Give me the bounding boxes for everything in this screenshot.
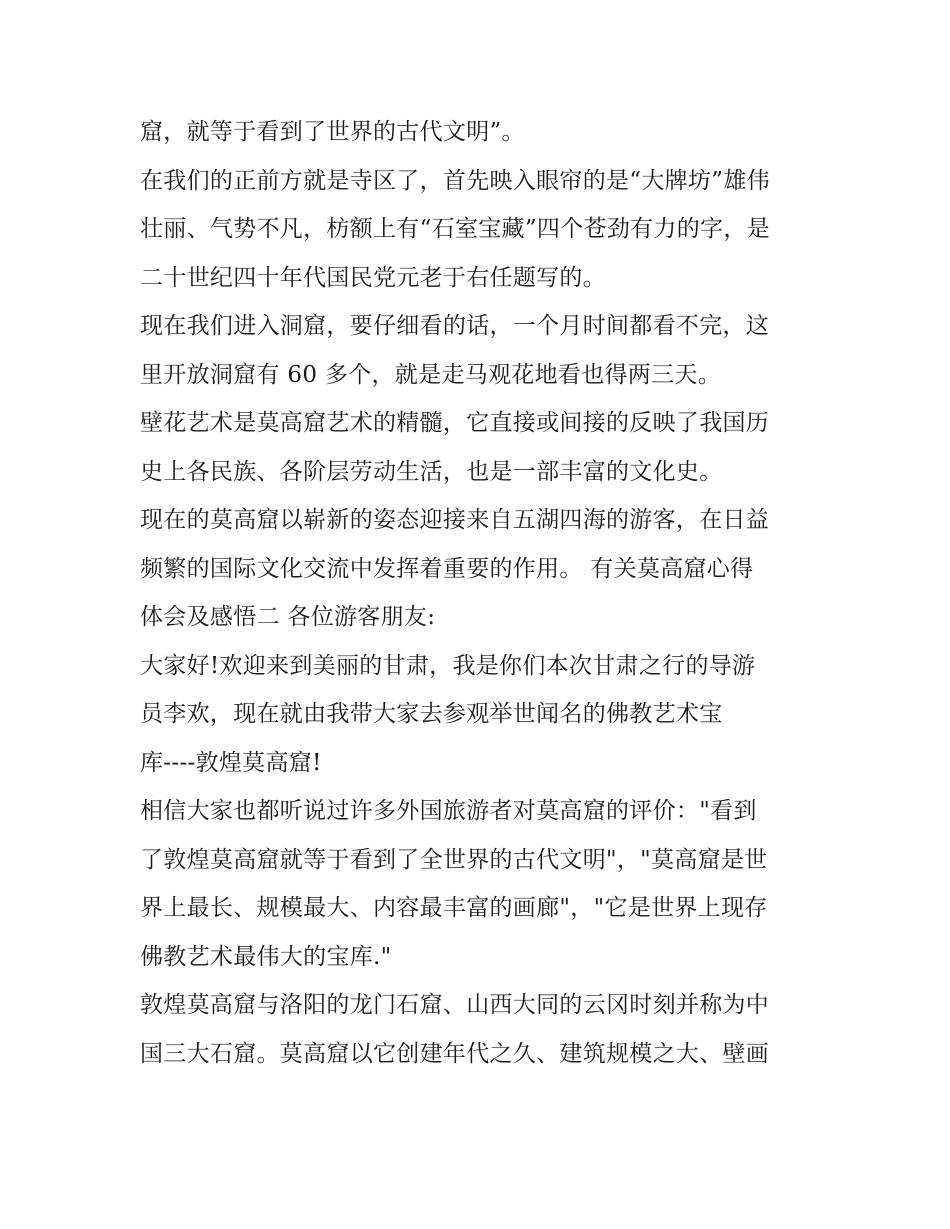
text-line: 了敦煌莫高窟就等于看到了全世界的古代文明"，"莫高窟是世 bbox=[140, 846, 768, 873]
text-line: 里开放洞窟有 60 多个，就是走马观花地看也得两三天。 bbox=[140, 361, 721, 388]
text-line: 界上最长、规模最大、内容最丰富的画廊"，"它是世界上现存 bbox=[140, 895, 768, 921]
text-line: 员李欢，现在就由我带大家去参观举世闻名的佛教艺术宝 bbox=[140, 701, 723, 727]
text-line: 史上各民族、各阶层劳动生活，也是一部丰富的文化史。 bbox=[140, 458, 723, 485]
text-line: 敦煌莫高窟与洛阳的龙门石窟、山西大同的云冈时刻并称为中 bbox=[140, 992, 770, 1018]
text-line: 在我们的正前方就是寺区了，首先映入眼帘的是“大牌坊”雄伟 bbox=[140, 167, 770, 194]
text-line: 大家好!欢迎来到美丽的甘肃，我是你们本次甘肃之行的导游 bbox=[140, 652, 756, 679]
text-line: 国三大石窟。莫高窟以它创建年代之久、建筑规模之大、壁画 bbox=[140, 1040, 770, 1067]
text-line: 频繁的国际文化交流中发挥着重要的作用。 有关莫高窟心得 bbox=[140, 555, 754, 582]
text-line: 二十世纪四十年代国民党元老于右任题写的。 bbox=[140, 264, 606, 291]
text-line: 相信大家也都听说过许多外国旅游者对莫高窟的评价："看到 bbox=[140, 798, 757, 824]
text-line: 壮丽、气势不凡，枋额上有“石室宝藏”四个苍劲有力的字，是 bbox=[140, 216, 770, 242]
text-line: 库----敦煌莫高窟! bbox=[140, 749, 322, 776]
text-line: 体会及感悟二 各位游客朋友: bbox=[140, 604, 436, 630]
text-line: 窟，就等于看到了世界的古代文明”。 bbox=[140, 119, 525, 145]
document-body bbox=[140, 108, 812, 1078]
text-line: 现在的莫高窟以崭新的姿态迎接来自五湖四海的游客，在日益 bbox=[140, 507, 770, 533]
text-line: 佛教艺术最伟大的宝库." bbox=[140, 943, 392, 970]
text-line: 现在我们进入洞窟，要仔细看的话，一个月时间都看不完，这 bbox=[140, 313, 770, 339]
text-line: 壁花艺术是莫高窟艺术的精髓，它直接或间接的反映了我国历 bbox=[140, 410, 770, 436]
